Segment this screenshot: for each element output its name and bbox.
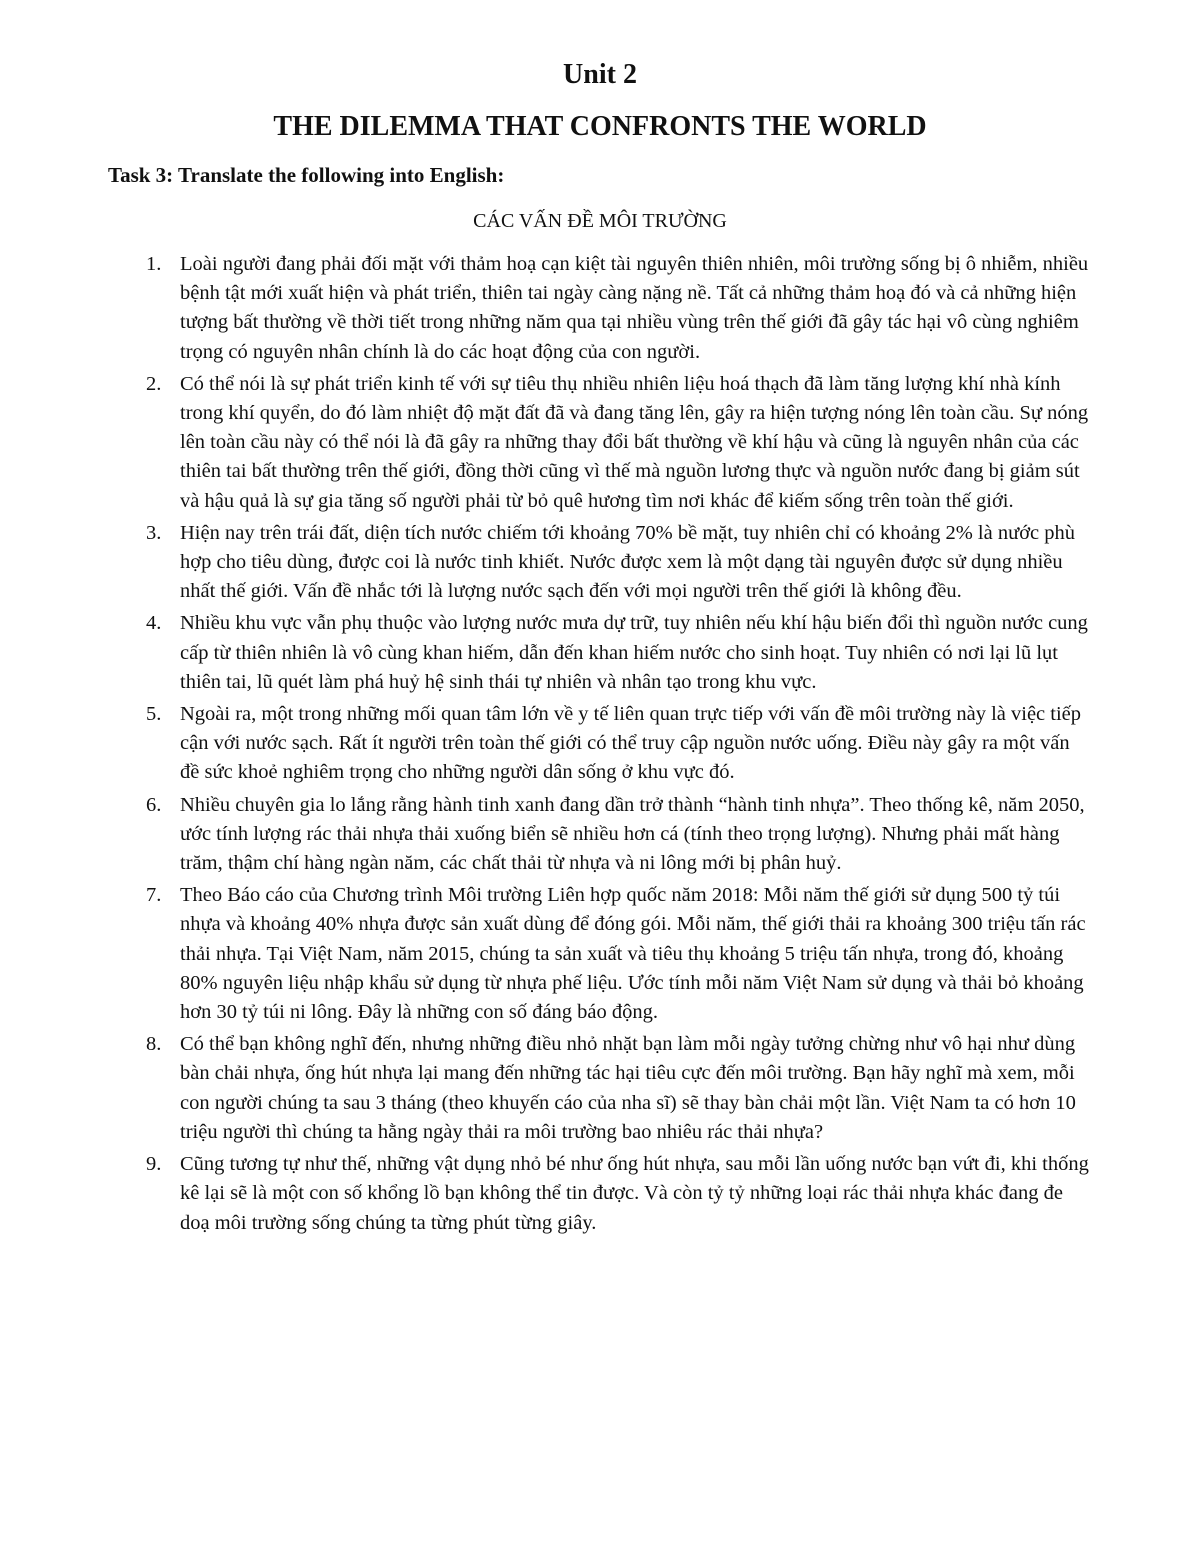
list-item — [146, 1150, 1092, 1238]
item-text: Ngoài ra, một trong những mối quan tâm lớn về y tế liên quan trực tiếp với vấn đề môi trường này là việc tiếp cận với nước sạch. Rất ít người trên toàn thế giới có thể truy cập nguồn nước uống. Điều này gây ra một vấn đề sức khoẻ nghiêm trọng cho những người dân sống ở khu vực đó. — [180, 703, 1082, 784]
list-item — [146, 1030, 1092, 1147]
item-number: 6. — [146, 793, 162, 816]
unit-title: Unit 2 — [563, 59, 637, 90]
item-text: Nhiều chuyên gia lo lắng rằng hành tinh xanh đang dần trở thành “hành tinh nhựa”. Theo thống kê, năm 2050, ước tính lượng rác thải nhựa thải xuống biển sẽ nhiều hơn cá (tính theo trọng lượng). Nhưng phải mất hàng trăm, thậm chí hàng ngàn năm, các chất thải từ nhựa và ni lông mới bị phân huỷ. — [180, 793, 1085, 875]
item-number: 7. — [146, 884, 162, 907]
item-number: 4. — [146, 612, 162, 635]
item-text: Nhiều khu vực vẫn phụ thuộc vào lượng nước mưa dự trữ, tuy nhiên nếu khí hậu biến đổi thì nguồn nước cung cấp từ thiên nhiên là vô cùng khan hiếm, dẫn đến khan hiếm nước cho sinh hoạt. Tuy nhiên có nơi lại lũ lụt thiên tai, lũ quét làm phá huỷ hệ sinh thái tự nhiên và nhân tạo trong khu vực. — [180, 612, 1088, 693]
item-number: 5. — [146, 703, 162, 726]
item-number: 3. — [146, 521, 162, 544]
item-text: Hiện nay trên trái đất, diện tích nước chiếm tới khoảng 70% bề mặt, tuy nhiên chỉ có khoảng 2% là nước phù hợp cho tiêu dùng, được coi là nước tinh khiết. Nước được xem là một dạng tài nguyên được sử dụng nhiều nhất thế giới. Vấn đề nhắc tới là lượng nước sạch đến với mọi người trên thế giới là không đều. — [180, 521, 1076, 603]
task-heading: Task 3: Translate the following into English: — [108, 163, 505, 187]
item-text: Theo Báo cáo của Chương trình Môi trường Liên hợp quốc năm 2018: Mỗi năm thế giới sử dụng 500 tỷ túi nhựa và khoảng 40% nhựa được sản xuất dùng để đóng gói. Mỗi năm, thế giới thải ra khoảng 300 triệu tấn rác thải nhựa. Tại Việt Nam, năm 2015, chúng ta sản xuất và tiêu thụ khoảng 5 triệu tấn nhựa, trong đó, khoảng 80% nguyên liệu nhập khẩu sử dụng từ nhựa phế liệu. Ước tính mỗi năm Việt Nam sử dụng và thải bỏ khoảng hơn 30 tỷ túi ni lông. Đây là những con số đáng báo động. — [180, 884, 1086, 1024]
item-number: 8. — [146, 1033, 162, 1056]
item-text: Có thể bạn không nghĩ đến, nhưng những điều nhỏ nhặt bạn làm mỗi ngày tưởng chừng như vô hại như dùng bàn chải nhựa, ống hút nhựa lại mang đến những tác hại tiêu cực đến môi trường. Bạn hãy nghĩ mà xem, mỗi con người chúng ta sau 3 tháng (theo khuyến cáo của nha sĩ) sẽ thay bàn chải một lần. Việt Nam ta có hơn 10 triệu người thì chúng ta hằng ngày thải ra môi trường bao nhiêu rác thải nhựa? — [180, 1033, 1076, 1143]
list-item — [146, 700, 1092, 788]
page-title: THE DILEMMA THAT CONFRONTS THE WORLD — [273, 111, 927, 142]
item-number: 1. — [146, 253, 162, 275]
item-text: Cũng tương tự như thế, những vật dụng nhỏ bé như ống hút nhựa, sau mỗi lần uống nước bạn vứt đi, khi thống kê lại sẽ là một con số khổng lồ bạn không thể tin được. Và còn tỷ tỷ những loại rác thải nhựa khác đang đe doạ môi trường sống chúng ta từng phút từng giây. — [180, 1153, 1089, 1234]
item-number: 2. — [146, 372, 162, 395]
numbered-list — [0, 250, 1092, 1241]
list-item — [146, 519, 1092, 607]
list-item — [146, 250, 1092, 367]
list-item — [146, 609, 1092, 697]
item-text: Loài người đang phải đối mặt với thảm hoạ cạn kiệt tài nguyên thiên nhiên, môi trường sống bị ô nhiễm, nhiều bệnh tật mới xuất hiện và phát triển, thiên tai ngày càng nặng nề. Tất cả những thảm hoạ đó và cả những hiện tượng bất thường về thời tiết trong những năm qua tại nhiều vùng trên thế giới đã gây tác hại vô cùng nghiêm trọng có nguyên nhân chính là do các hoạt động của con người. — [180, 253, 1089, 363]
list-item — [146, 370, 1092, 516]
list-item — [146, 881, 1092, 1027]
list-item — [146, 791, 1092, 879]
item-number: 9. — [146, 1153, 162, 1176]
item-text: Có thể nói là sự phát triển kinh tế với sự tiêu thụ nhiều nhiên liệu hoá thạch đã làm tăng lượng khí nhà kính trong khí quyển, do đó làm nhiệt độ mặt đất đã và đang tăng lên, gây ra hiện tượng nóng lên toàn cầu. Sự nóng lên toàn cầu này có thể nói là đã gây ra những thay đổi bất thường về khí hậu và cũng là nguyên nhân của các thiên tai bất thường trên thế giới, đồng thời cũng vì thế mà nguồn lương thực và nguồn nước đang bị giảm sút và hậu quả là sự gia tăng số người phải từ bỏ quê hương tìm nơi khác để kiếm sống trên toàn thế giới. — [180, 372, 1089, 512]
section-heading: CÁC VẤN ĐỀ MÔI TRƯỜNG — [473, 210, 727, 232]
